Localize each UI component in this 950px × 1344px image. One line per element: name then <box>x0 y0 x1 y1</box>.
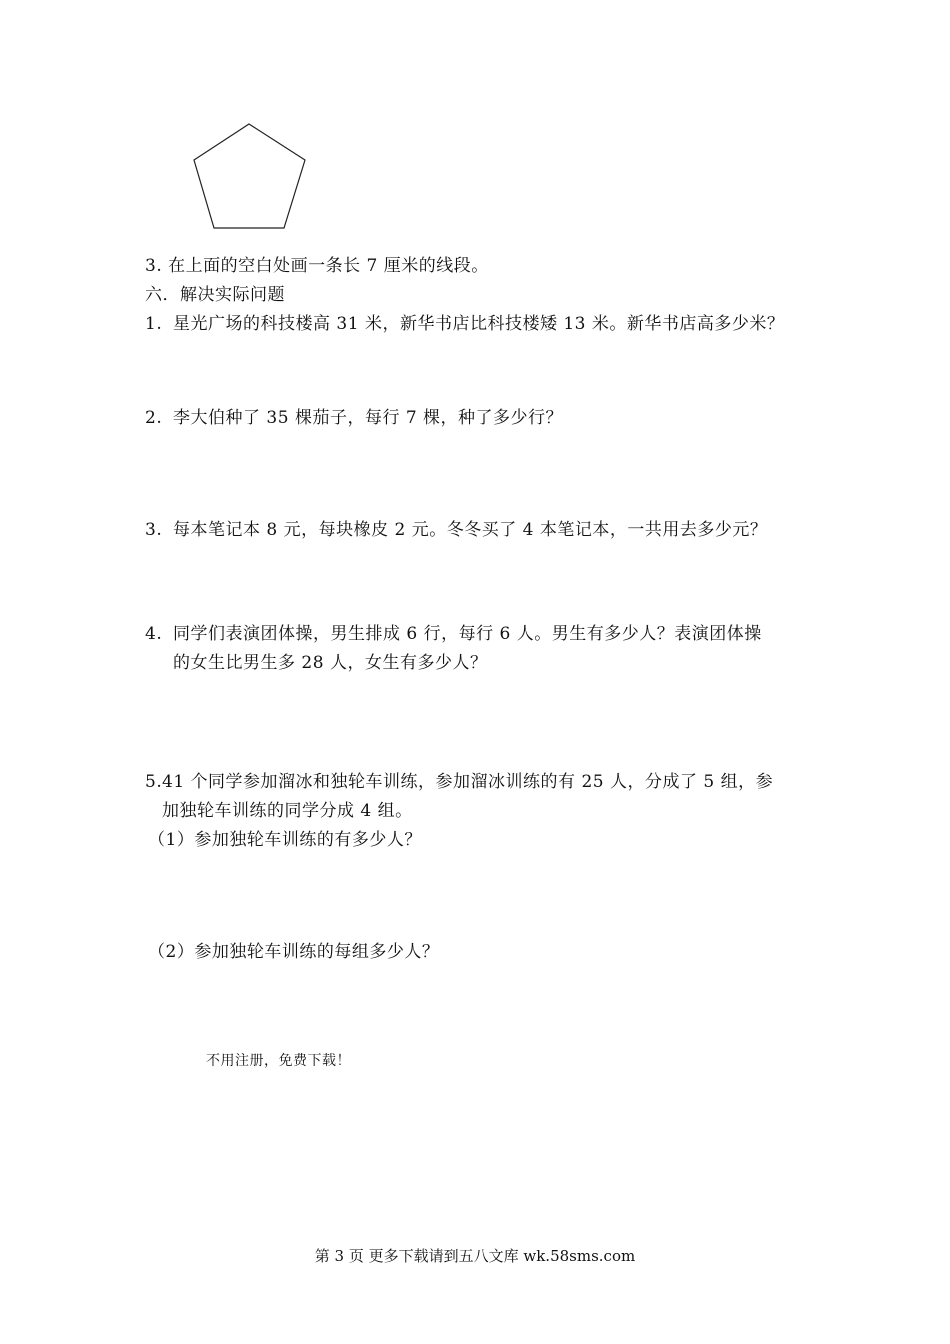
problem-5-text-line-1: 41 个同学参加溜冰和独轮车训练，参加溜冰训练的有 25 人，分成了 5 组，参 <box>162 772 774 792</box>
problem-2-number: 2. <box>145 408 163 428</box>
problem-4-text-line-1: 同学们表演团体操，男生排成 6 行，每行 6 人。男生有多少人？表演团体操 <box>173 624 762 644</box>
problem-1-text: 星光广场的科技楼高 31 米，新华书店比科技楼矮 13 米。新华书店高多少米？ <box>173 314 785 334</box>
pentagon-figure <box>190 120 310 232</box>
page-footer: 第 3 页 更多下载请到五八文库 wk.58sms.com <box>314 1247 636 1265</box>
problem-2-text: 李大伯种了 35 棵茄子，每行 7 棵，种了多少行？ <box>173 408 564 428</box>
problem-5-text-line-2: 加独轮车训练的同学分成 4 组。 <box>162 801 413 821</box>
problem-1-number: 1. <box>145 314 163 334</box>
sub-question-1: （1）参加独轮车训练的有多少人？ <box>148 830 422 850</box>
section-title: 六．解决实际问题 <box>145 285 285 305</box>
problem-3-text: 每本笔记本 8 元，每块橡皮 2 元。冬冬买了 4 本笔记本，一共用去多少元？ <box>173 520 768 540</box>
pentagon-shape <box>194 124 305 228</box>
problem-3-number: 3. <box>145 520 163 540</box>
sub-question-2: （2）参加独轮车训练的每组多少人？ <box>148 942 440 962</box>
problem-4-number: 4. <box>145 624 163 644</box>
problem-5-number: 5. <box>145 772 163 792</box>
problem-4-text-line-2: 的女生比男生多 28 人，女生有多少人？ <box>173 653 488 673</box>
free-download-note: 不用注册，免费下载！ <box>206 1053 351 1069</box>
draw-segment-task: 3. 在上面的空白处画一条长 7 厘米的线段。 <box>145 256 489 276</box>
